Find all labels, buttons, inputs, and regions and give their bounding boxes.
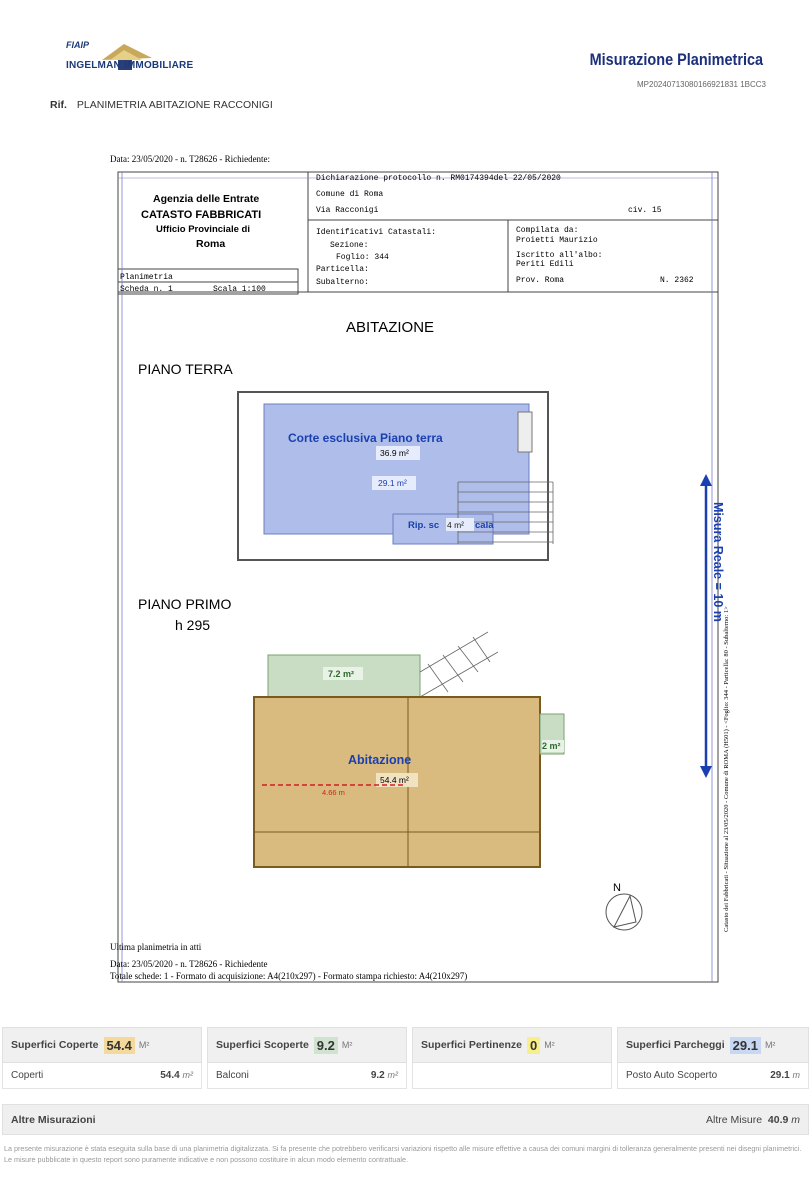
rif-value: PLANIMETRIA ABITAZIONE RACCONIGI xyxy=(76,99,273,111)
rif-label: Rif. xyxy=(50,99,67,111)
altre-right-label: Altre Misure xyxy=(706,1113,763,1126)
corte-label: Corte esclusiva Piano terra xyxy=(288,431,443,445)
rip-suffix: cala xyxy=(475,520,494,531)
parcheggi-unit: M² xyxy=(764,1040,776,1050)
iscritto-label: Iscritto all'albo: xyxy=(516,251,603,260)
side-text-1: Catasto dei Fabbricati - Situazione al 23/05/2020 - Comune di ROMA (H501) - <Foglio: 344 - Particella: 80 - Subalterno: 1> xyxy=(723,606,730,932)
parcheggi-value: 29.1 xyxy=(730,1037,761,1054)
abitazione-value: 54.4 m² xyxy=(380,775,409,785)
abitazione-label: Abitazione xyxy=(348,753,412,767)
scoperte-row-label: Balconi xyxy=(216,1070,249,1081)
subalterno: Subalterno: xyxy=(316,278,369,287)
bottom-line-2: Data: 23/05/2020 - n. T28626 - Richiedente xyxy=(110,959,268,969)
coperte-label: Superfici Coperte xyxy=(11,1039,99,1051)
numero: N. 2362 xyxy=(660,276,694,285)
ident-label: Identificativi Catastali: xyxy=(316,228,437,237)
agency-line-4: Roma xyxy=(196,238,226,250)
report-title: Misurazione Planimetrica xyxy=(589,50,763,69)
planimetria-label: Planimetria xyxy=(120,273,173,282)
particella: Particella: xyxy=(316,265,369,274)
misura-reale-label: Misura Reale = 10 m xyxy=(711,502,725,622)
scoperte-unit: M² xyxy=(341,1040,353,1050)
scoperte-row-value: 9.2 xyxy=(370,1070,385,1081)
civico: civ. 15 xyxy=(628,206,662,215)
coperte-row-unit: m² xyxy=(182,1070,193,1080)
coperte-row-label: Coperti xyxy=(11,1070,44,1081)
north-label: N xyxy=(613,882,621,894)
summary-section xyxy=(2,1027,809,1107)
parcheggi-row-unit: m xyxy=(792,1070,800,1080)
reference xyxy=(50,99,273,111)
rip-value: 4 m² xyxy=(447,520,464,530)
scala: Scala 1:100 xyxy=(213,285,266,294)
altre-right-value: 40.9 xyxy=(767,1113,789,1126)
declaration: Dichiarazione protocollo n. RM0174394del 22/05/2020 xyxy=(316,174,561,183)
doc-top-line: Data: 23/05/2020 - n. T28626 - Richiedente: xyxy=(110,154,271,164)
measure-label: 4.66 m xyxy=(322,788,345,797)
sezione: Sezione: xyxy=(330,241,369,250)
altre-misurazioni-bar xyxy=(2,1104,809,1135)
card-pertinenze xyxy=(412,1027,612,1107)
provincia: Prov. Roma xyxy=(516,276,565,285)
bottom-line-3: Totale schede: 1 - Formato di acquisizione: A4(210x297) - Formato stampa richiesto: A4(210x297) xyxy=(110,971,468,981)
coperte-row-value: 54.4 xyxy=(160,1070,180,1081)
disclaimer: La presente misurazione è stata eseguita sulla base di una planimetria digitalizzata. Si fa presente che potrebbero verificarsi variazioni rispetto alle misure effettive a causa dei comuni margini di tolleranza generalmente presenti nei disegni planimetrici. Le misure pubblicate in questo report sono puramente indicative e non possono costituire in alcun modo elemento contrattuale. xyxy=(4,1144,802,1164)
pertinenze-unit: M² xyxy=(544,1040,555,1050)
report-code: MP20240713080166921831 1BCC3 xyxy=(637,80,766,89)
balcone-value: 7.2 m² xyxy=(328,669,355,679)
piano-primo-label: PIANO PRIMO xyxy=(138,596,232,612)
piano-terra-label: PIANO TERRA xyxy=(138,361,233,377)
comune: Comune di Roma xyxy=(316,190,384,199)
scoperte-row-unit: m² xyxy=(387,1070,398,1080)
card-coperte xyxy=(2,1027,202,1107)
coperte-value: 54.4 xyxy=(104,1037,135,1054)
parcheggi-row-value: 29.1 xyxy=(770,1070,790,1081)
agency-line-3: Ufficio Provinciale di xyxy=(156,224,250,235)
floor-plan-document xyxy=(108,152,728,987)
card-scoperte xyxy=(207,1027,407,1107)
altezza-label: h 295 xyxy=(175,617,211,633)
via: Via Racconigi xyxy=(316,206,379,215)
logo-name: INGELMAN IMMOBILIARE xyxy=(66,60,194,71)
pertinenze-label: Superfici Pertinenze xyxy=(421,1039,522,1051)
bottom-line-1: Ultima planimetria in atti xyxy=(110,942,202,952)
small-balcone-value: 2 m² xyxy=(542,741,561,751)
parcheggi-label: Superfici Parcheggi xyxy=(626,1039,725,1051)
pertinenze-value: 0 xyxy=(527,1037,540,1054)
scoperte-value: 9.2 xyxy=(314,1037,338,1054)
foglio: Foglio: 344 xyxy=(336,253,389,262)
altre-right-unit: m xyxy=(791,1113,800,1126)
parcheggio-value: 29.1 m² xyxy=(378,478,407,488)
parcheggi-row-label: Posto Auto Scoperto xyxy=(626,1070,718,1081)
agency-line-1: Agenzia delle Entrate xyxy=(153,193,260,205)
agency-line-2: CATASTO FABBRICATI xyxy=(141,209,262,221)
altre-label: Altre Misurazioni xyxy=(11,1113,96,1126)
logo-fiaip: FIAIP xyxy=(66,40,90,50)
scheda: Scheda n. 1 xyxy=(120,285,173,294)
rip-label: Rip. sc xyxy=(408,520,440,531)
corte-value: 36.9 m² xyxy=(380,448,409,458)
card-parcheggi xyxy=(617,1027,809,1107)
compilatore: Proietti Maurizio xyxy=(516,236,598,245)
coperte-unit: M² xyxy=(138,1040,150,1050)
section-abitazione: ABITAZIONE xyxy=(346,319,435,336)
compilata-label: Compilata da: xyxy=(516,226,579,235)
albo: Periti Edili xyxy=(516,260,574,269)
scoperte-label: Superfici Scoperte xyxy=(216,1039,309,1051)
